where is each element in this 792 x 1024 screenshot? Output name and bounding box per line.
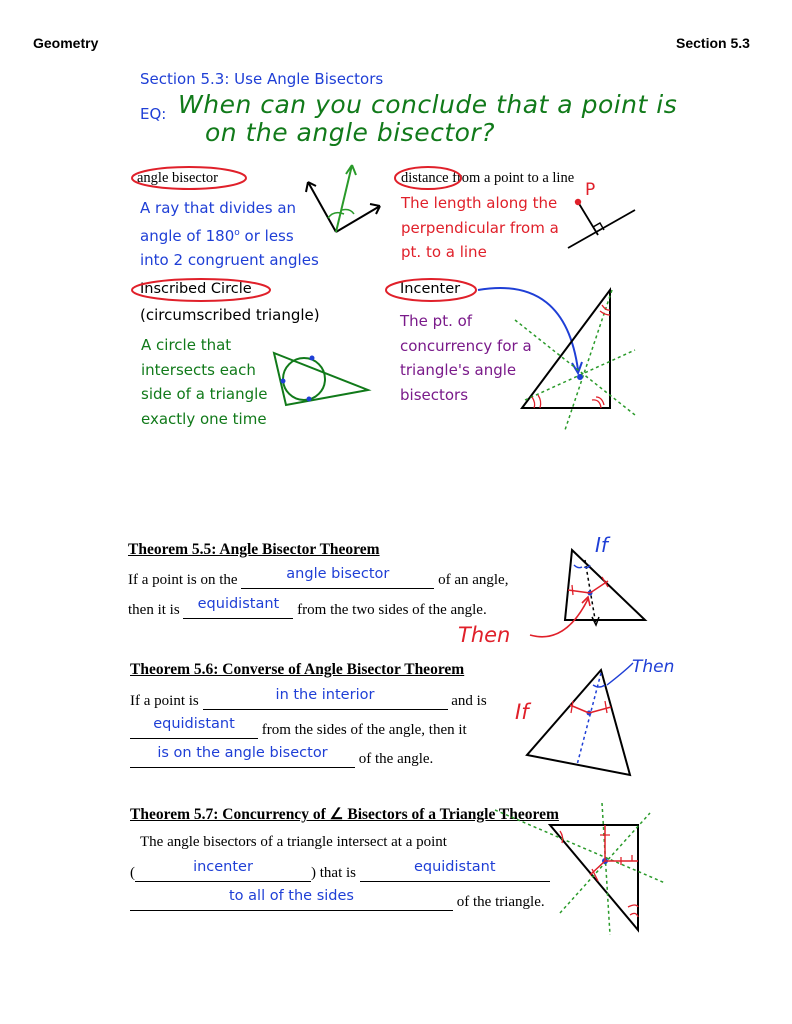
angle-bisector-definition: A ray that divides an angle of 180$^o$ or less into 2 congruent angles bbox=[140, 199, 319, 269]
term-circle-distance bbox=[394, 165, 464, 191]
theorem-5-5-diagram bbox=[510, 535, 660, 655]
theorem-5-7-line-2: ( incenter ) that is equidistant bbox=[130, 863, 550, 882]
theorem-5-5-line-2: then it is equidistant from the two sides of the angle. bbox=[128, 596, 487, 618]
section-title: Section 5.3: Use Angle Bisectors bbox=[140, 70, 384, 88]
blank-to-all-of-the-sides[interactable]: to all of the sides bbox=[130, 892, 453, 911]
incenter-sketch bbox=[470, 275, 645, 435]
term-inscribed-circle: Inscribed Circle bbox=[140, 281, 252, 297]
eq-label: EQ: bbox=[140, 105, 167, 123]
theorem-5-6-title: Theorem 5.6: Converse of Angle Bisector Theorem bbox=[130, 661, 465, 678]
inscribed-circle-definition: A circle that intersects each side of a triangle exactly one time bbox=[141, 336, 268, 428]
term-distance: distance bbox=[401, 170, 449, 186]
blank-equidistant-3[interactable]: equidistant bbox=[360, 863, 550, 882]
blank-equidistant-2[interactable]: equidistant bbox=[130, 720, 258, 739]
theorem-5-5-title: Theorem 5.5: Angle Bisector Theorem bbox=[128, 541, 380, 558]
theorem-5-5-if-note: If bbox=[595, 533, 608, 557]
page-header-right: Section 5.3 bbox=[676, 35, 750, 51]
blank-angle-bisector[interactable]: angle bisector bbox=[241, 570, 434, 589]
theorem-5-7-diagram bbox=[490, 795, 680, 940]
term-angle-bisector: angle bisector bbox=[137, 170, 218, 186]
inscribed-circle-sketch bbox=[268, 325, 378, 410]
inscribed-circle-subtitle: (circumscribed triangle) bbox=[140, 306, 320, 324]
blank-in-the-interior[interactable]: in the interior bbox=[203, 691, 448, 710]
theorem-5-7-title: Theorem 5.7: Concurrency of ∠ Bisectors of a Triangle Theorem bbox=[130, 806, 559, 823]
blank-incenter[interactable]: incenter bbox=[135, 863, 311, 882]
theorem-5-7-line-1: The angle bisectors of a triangle intersect at a point bbox=[140, 834, 447, 850]
blank-is-on-the-angle-bisector[interactable]: is on the angle bisector bbox=[130, 749, 355, 768]
term-circle-inscribed bbox=[131, 277, 276, 303]
term-incenter: Incenter bbox=[400, 281, 461, 297]
term-circle-incenter bbox=[385, 277, 480, 303]
angle-bisector-sketch bbox=[300, 160, 390, 240]
term-circle-angle-bisector bbox=[131, 165, 251, 191]
theorem-5-7-line-3: to all of the sides of the triangle. bbox=[130, 892, 545, 911]
term-distance-line: distance from a point to a line bbox=[401, 170, 575, 186]
blank-equidistant-1[interactable]: equidistant bbox=[183, 600, 293, 619]
theorem-5-6-line-3: is on the angle bisector of the angle. bbox=[130, 749, 433, 768]
incenter-definition: The pt. of concurrency for a triangle's angle bisectors bbox=[400, 312, 532, 404]
theorem-5-6-line-1: If a point is in the interior and is bbox=[130, 687, 487, 709]
distance-sketch bbox=[560, 180, 640, 255]
point-p-label: P bbox=[585, 180, 596, 200]
theorem-5-6-then-note: Then bbox=[632, 657, 675, 677]
essential-question-line-2: on the angle bisector? bbox=[205, 118, 495, 147]
theorem-5-5-line-1: If a point is on the angle bisector of an angle, bbox=[128, 566, 509, 588]
theorem-5-5-then-note: Then bbox=[458, 623, 511, 647]
theorem-5-6-if-note: If bbox=[515, 700, 529, 724]
page-header-left: Geometry bbox=[33, 35, 99, 51]
essential-question-line-1: When can you conclude that a point is bbox=[178, 90, 678, 119]
distance-definition: The length along the perpendicular from a pt. to a line bbox=[401, 194, 559, 261]
theorem-5-6-line-2: equidistant from the sides of the angle, then it bbox=[130, 720, 467, 739]
